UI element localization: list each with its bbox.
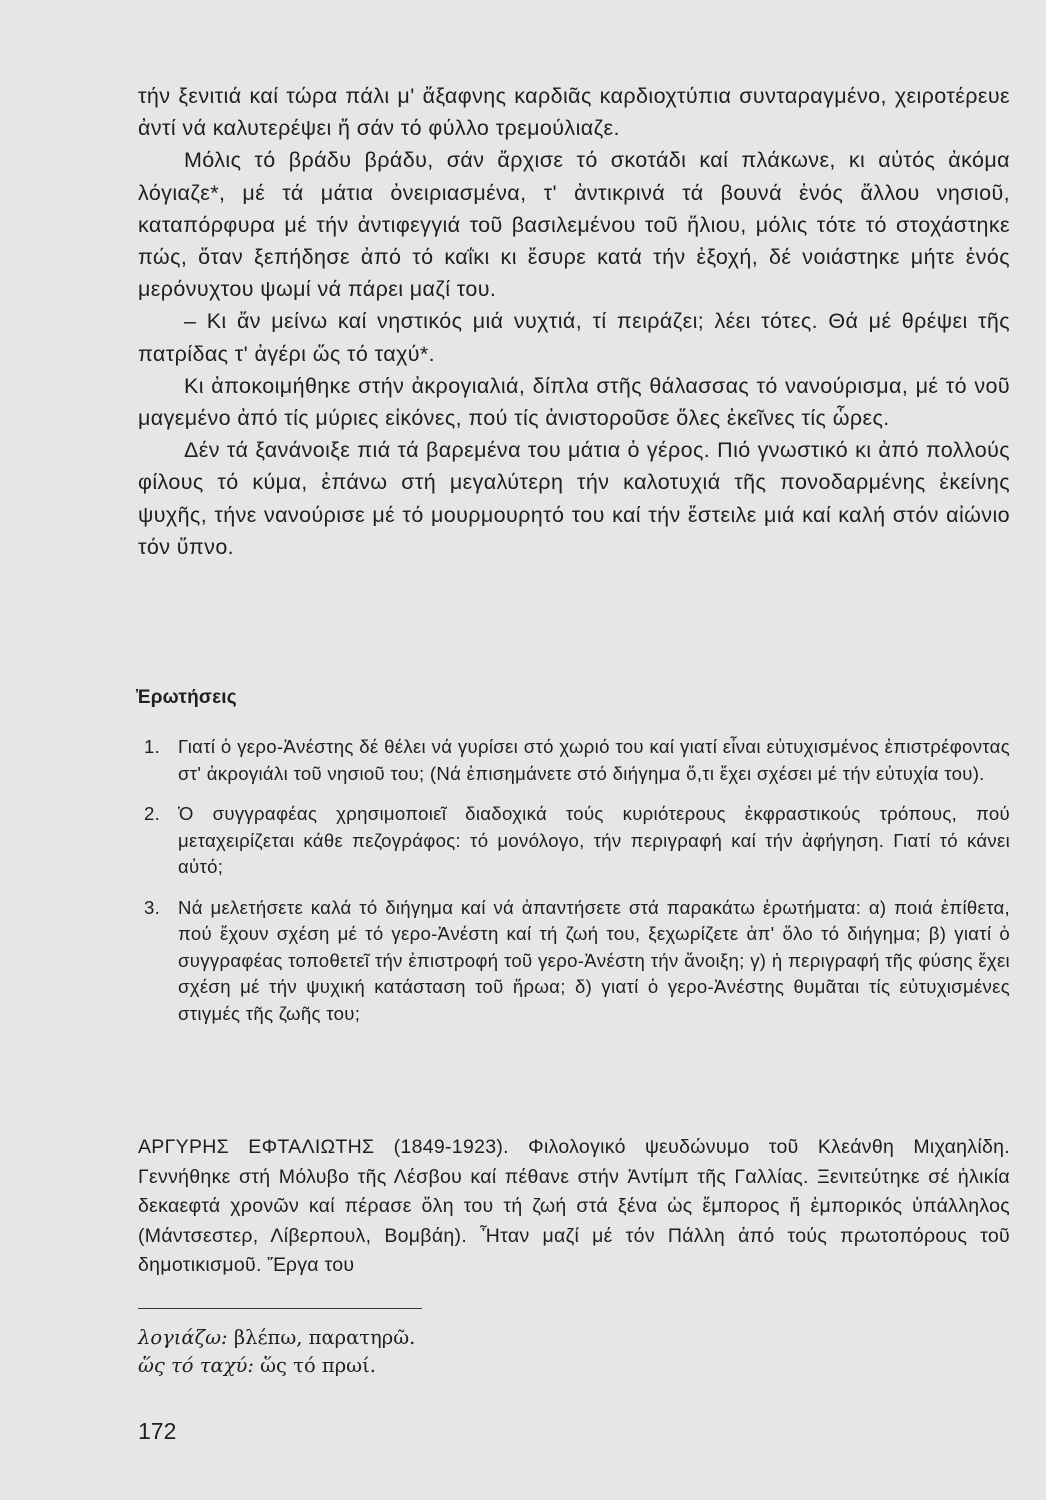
footnote-divider: [138, 1308, 422, 1309]
story-paragraph: τήν ξενιτιά καί τώρα πάλι μ' ἄξαφνης καρδιᾶς καρδιοχτύπια συνταραγμένο, χειροτέρευε ἀντί νά καλυτερέψει ἤ σάν τό φύλλο τρεμούλιαζε.: [138, 84, 1010, 141]
footnote-term: λογιάζω:: [138, 1326, 228, 1349]
footnotes: [138, 1324, 415, 1380]
page-number: 172: [138, 1418, 177, 1444]
question-number: 3.: [144, 896, 161, 918]
question-text: Γιατί ὁ γερο-Ἀνέστης δέ θέλει νά γυρίσει στό χωριό του καί γιατί εἶναι εὐτυχισμένος ἐπιστρέφοντας στ' ἀκρογιάλι τοῦ νησιοῦ του; (Νά ἐπισημάνετε στό διήγημα ὅ,τι ἔχει σχέσει μέ τήν εὐτυχία του).: [178, 736, 1010, 784]
question-item: [138, 734, 1010, 787]
question-item: [138, 801, 1010, 881]
footnote-term: ὥς τό ταχύ:: [138, 1354, 254, 1377]
story-paragraph: Μόλις τό βράδυ βράδυ, σάν ἄρχισε τό σκοτάδι καί πλάκωνε, κι αὐτός ἀκόμα λόγιαζε*, μέ τά μάτια ὀνειριασμένα, τ' ἀντικρινά τά βουνά ἑνός ἄλλου νησιοῦ, καταπόρφυρα μέ τήν ἀντιφεγγιά τοῦ βασιλεμένου τοῦ ἥλιου, μόλις τότε τό στοχάστηκε πώς, ὅταν ξεπήδησε ἀπό τό καΐκι κι ἔσυρε κατά τήν ἐξοχή, δέ νοιάστηκε μήτε ἑνός μερόνυχτου ψωμί νά πάρει μαζί του.: [138, 148, 1010, 302]
questions-list: [138, 734, 1010, 1041]
question-number: 1.: [144, 736, 161, 757]
story-dialogue: – Κι ἄν μείνω καί νηστικός μιά νυχτιά, τί πειράζει; λέει τότες. Θά μέ θρέψει τῆς πατρίδας τ' ἀγέρι ὥς τό ταχύ*.: [138, 309, 1010, 366]
author-biography: ΑΡΓΥΡΗΣ ΕΦΤΑΛΙΩΤΗΣ (1849-1923). Φιλολογικό ψευδώνυμο τοῦ Κλεάνθη Μιχαηλίδη. Γεννήθηκε στή Μόλυβο τῆς Λέσβου καί πέθανε στήν Ἀντίμπ τῆς Γαλλίας. Ξενιτεύτηκε σέ ἡλικία δεκαεφτά χρονῶν καί πέρασε ὅλη του τή ζωή στά ξένα ὡς ἔμπορος ἤ ἐμπορικός ὑπάλληλος (Μάντσεστερ, Λίβερπουλ, Βομβάη). Ἦταν μαζί μέ τόν Πάλλη ἀπό τούς πρωτοπόρους τοῦ δημοτικισμοῦ. Ἔργα του: [138, 1136, 1010, 1276]
footnote: [138, 1352, 415, 1380]
question-text: Ὁ συγγραφέας χρησιμοποιεῖ διαδοχικά τούς κυριότερους ἐκφραστικούς τρόπους, πού μεταχειρίζεται κάθε πεζογράφος: τό μονόλογο, τήν περιγραφή καί τήν ἀφήγηση. Γιατί τό κάνει αὐτό;: [178, 803, 1010, 877]
footnote: [138, 1324, 415, 1352]
story-paragraph: Δέν τά ξανάνοιξε πιά τά βαρεμένα του μάτια ὁ γέρος. Πιό γνωστικό κι ἀπό πολλούς φίλους τό κύμα, ἐπάνω στή μεγαλύτερη τήν καλοτυχιά τῆς πονοδαρμένης ἐκείνης ψυχῆς, τήνε νανούρισε μέ τό μουρμουρητό του καί τήν ἔστειλε μιά καί καλή στόν αἰώνιο τόν ὕπνο.: [138, 438, 1010, 559]
footnote-definition: ὥς τό πρωί.: [260, 1354, 376, 1377]
questions-heading: Ἐρωτήσεις: [136, 687, 237, 708]
question-text: Νά μελετήσετε καλά τό διήγημα καί νά ἀπαντήσετε στά παρακάτω ἐρωτήματα: α) ποιά ἐπίθετα, πού ἔχουν σχέση μέ τό γερο-Ἀνέστη καί τή ζωή του, ξεχωρίζετε ἀπ' ὅλο τό διήγημα; β) γιατί ὁ συγγραφέας τοποθετεῖ τήν ἐπιστροφή τοῦ γερο-Ἀνέστη τήν ἄνοιξη; γ) ἡ περιγραφή τῆς φύσης ἔχει σχέση μέ τήν ψυχική κατάσταση τοῦ ἥρωα; δ) γιατί ὁ γερο-Ἀνέστης θυμᾶται τίς εὐτυχισμένες στιγμές τῆς ζωῆς του;: [178, 896, 1010, 1024]
question-number: 2.: [144, 803, 161, 824]
footnote-definition: βλέπω, παρατηρῶ.: [233, 1326, 416, 1349]
story-text: [138, 80, 1010, 563]
story-paragraph: Κι ἀποκοιμήθηκε στήν ἀκρογιαλιά, δίπλα στῆς θάλασσας τό νανούρισμα, μέ τό νοῦ μαγεμένο ἀπό τίς μύριες εἰκόνες, πού τίς ἀνιστοροῦσε ὅλες ἐκεῖνες τίς ὧρες.: [138, 373, 1010, 431]
question-item: [138, 895, 1010, 1028]
